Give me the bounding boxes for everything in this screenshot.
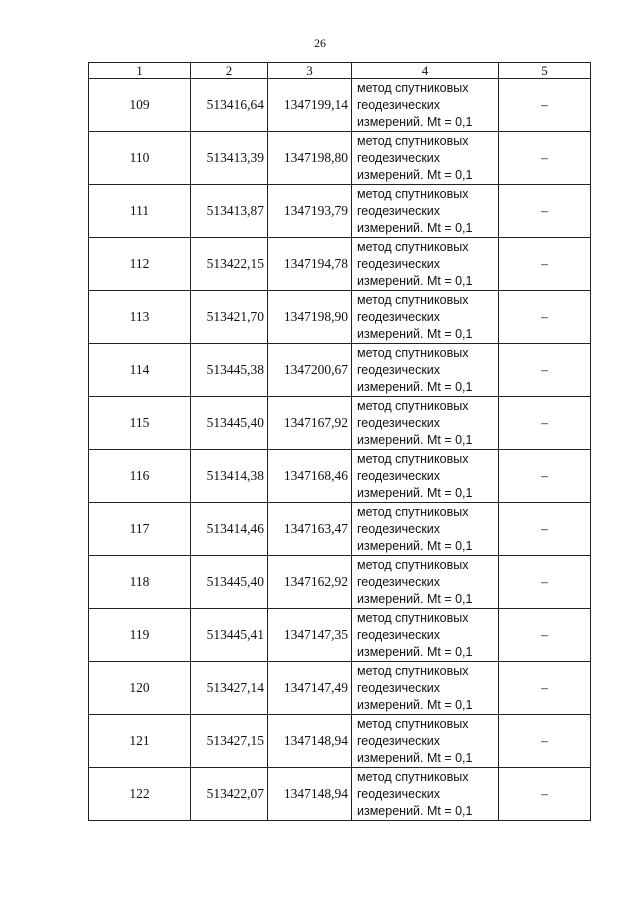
point-number-cell: 112 — [89, 238, 191, 291]
coordinate-x-cell: 513414,46 — [191, 503, 268, 556]
coordinate-y-cell: 1347199,14 — [268, 79, 352, 132]
coordinate-y-cell: 1347147,35 — [268, 609, 352, 662]
coordinate-x-cell: 513427,14 — [191, 662, 268, 715]
point-number-cell: 114 — [89, 344, 191, 397]
table-row — [89, 344, 591, 397]
table-row — [89, 715, 591, 768]
point-number-cell: 122 — [89, 768, 191, 821]
header-col-2: 2 — [191, 63, 268, 79]
note-cell: – — [499, 715, 591, 768]
header-col-4: 4 — [352, 63, 499, 79]
point-number-cell: 109 — [89, 79, 191, 132]
note-cell: – — [499, 238, 591, 291]
table-row — [89, 450, 591, 503]
coordinate-x-cell: 513414,38 — [191, 450, 268, 503]
point-number-cell: 111 — [89, 185, 191, 238]
coordinate-x-cell: 513416,64 — [191, 79, 268, 132]
page-number: 26 — [314, 36, 326, 50]
coordinate-y-cell: 1347194,78 — [268, 238, 352, 291]
coordinate-x-cell: 513445,40 — [191, 397, 268, 450]
coordinate-x-cell: 513421,70 — [191, 291, 268, 344]
method-cell: метод спутниковых геодезических измерений. Mt = 0,1 — [352, 79, 499, 132]
coordinate-y-cell: 1347163,47 — [268, 503, 352, 556]
header-col-5: 5 — [499, 63, 591, 79]
method-cell: метод спутниковых геодезических измерений. Mt = 0,1 — [352, 238, 499, 291]
point-number-cell: 116 — [89, 450, 191, 503]
table-body — [89, 79, 591, 821]
point-number-cell: 110 — [89, 132, 191, 185]
point-number-cell: 115 — [89, 397, 191, 450]
coordinate-y-cell: 1347148,94 — [268, 768, 352, 821]
coordinate-x-cell: 513422,15 — [191, 238, 268, 291]
note-cell: – — [499, 132, 591, 185]
method-cell: метод спутниковых геодезических измерений. Mt = 0,1 — [352, 397, 499, 450]
coordinates-table — [88, 62, 591, 821]
method-cell: метод спутниковых геодезических измерений. Mt = 0,1 — [352, 132, 499, 185]
coordinate-x-cell: 513422,07 — [191, 768, 268, 821]
header-col-3: 3 — [268, 63, 352, 79]
point-number-cell: 121 — [89, 715, 191, 768]
note-cell: – — [499, 397, 591, 450]
table-row — [89, 185, 591, 238]
coordinate-x-cell: 513445,41 — [191, 609, 268, 662]
coordinate-x-cell: 513445,40 — [191, 556, 268, 609]
coordinate-y-cell: 1347198,80 — [268, 132, 352, 185]
table-row — [89, 79, 591, 132]
point-number-cell: 113 — [89, 291, 191, 344]
table-row — [89, 503, 591, 556]
header-col-1: 1 — [89, 63, 191, 79]
note-cell: – — [499, 662, 591, 715]
table-row — [89, 556, 591, 609]
table-row — [89, 291, 591, 344]
method-cell: метод спутниковых геодезических измерений. Mt = 0,1 — [352, 768, 499, 821]
point-number-cell: 119 — [89, 609, 191, 662]
method-cell: метод спутниковых геодезических измерений. Mt = 0,1 — [352, 185, 499, 238]
table-row — [89, 397, 591, 450]
method-cell: метод спутниковых геодезических измерений. Mt = 0,1 — [352, 715, 499, 768]
note-cell: – — [499, 556, 591, 609]
table-row — [89, 609, 591, 662]
point-number-cell: 120 — [89, 662, 191, 715]
note-cell: – — [499, 450, 591, 503]
point-number-cell: 118 — [89, 556, 191, 609]
note-cell: – — [499, 185, 591, 238]
coordinate-x-cell: 513427,15 — [191, 715, 268, 768]
note-cell: – — [499, 503, 591, 556]
coordinate-y-cell: 1347167,92 — [268, 397, 352, 450]
coordinate-y-cell: 1347162,92 — [268, 556, 352, 609]
coordinate-y-cell: 1347198,90 — [268, 291, 352, 344]
table-row — [89, 238, 591, 291]
method-cell: метод спутниковых геодезических измерений. Mt = 0,1 — [352, 662, 499, 715]
coordinate-x-cell: 513413,39 — [191, 132, 268, 185]
note-cell: – — [499, 609, 591, 662]
method-cell: метод спутниковых геодезических измерений. Mt = 0,1 — [352, 609, 499, 662]
note-cell: – — [499, 79, 591, 132]
note-cell: – — [499, 291, 591, 344]
coordinate-x-cell: 513413,87 — [191, 185, 268, 238]
method-cell: метод спутниковых геодезических измерений. Mt = 0,1 — [352, 344, 499, 397]
coordinate-x-cell: 513445,38 — [191, 344, 268, 397]
coordinate-y-cell: 1347168,46 — [268, 450, 352, 503]
table-header — [89, 63, 591, 79]
method-cell: метод спутниковых геодезических измерений. Mt = 0,1 — [352, 450, 499, 503]
note-cell: – — [499, 344, 591, 397]
coordinate-y-cell: 1347200,67 — [268, 344, 352, 397]
table-row — [89, 132, 591, 185]
header-row — [89, 63, 591, 79]
method-cell: метод спутниковых геодезических измерений. Mt = 0,1 — [352, 503, 499, 556]
coordinate-y-cell: 1347193,79 — [268, 185, 352, 238]
table-row — [89, 768, 591, 821]
coordinate-y-cell: 1347147,49 — [268, 662, 352, 715]
coordinate-y-cell: 1347148,94 — [268, 715, 352, 768]
point-number-cell: 117 — [89, 503, 191, 556]
method-cell: метод спутниковых геодезических измерений. Mt = 0,1 — [352, 291, 499, 344]
table-row — [89, 662, 591, 715]
note-cell: – — [499, 768, 591, 821]
method-cell: метод спутниковых геодезических измерений. Mt = 0,1 — [352, 556, 499, 609]
